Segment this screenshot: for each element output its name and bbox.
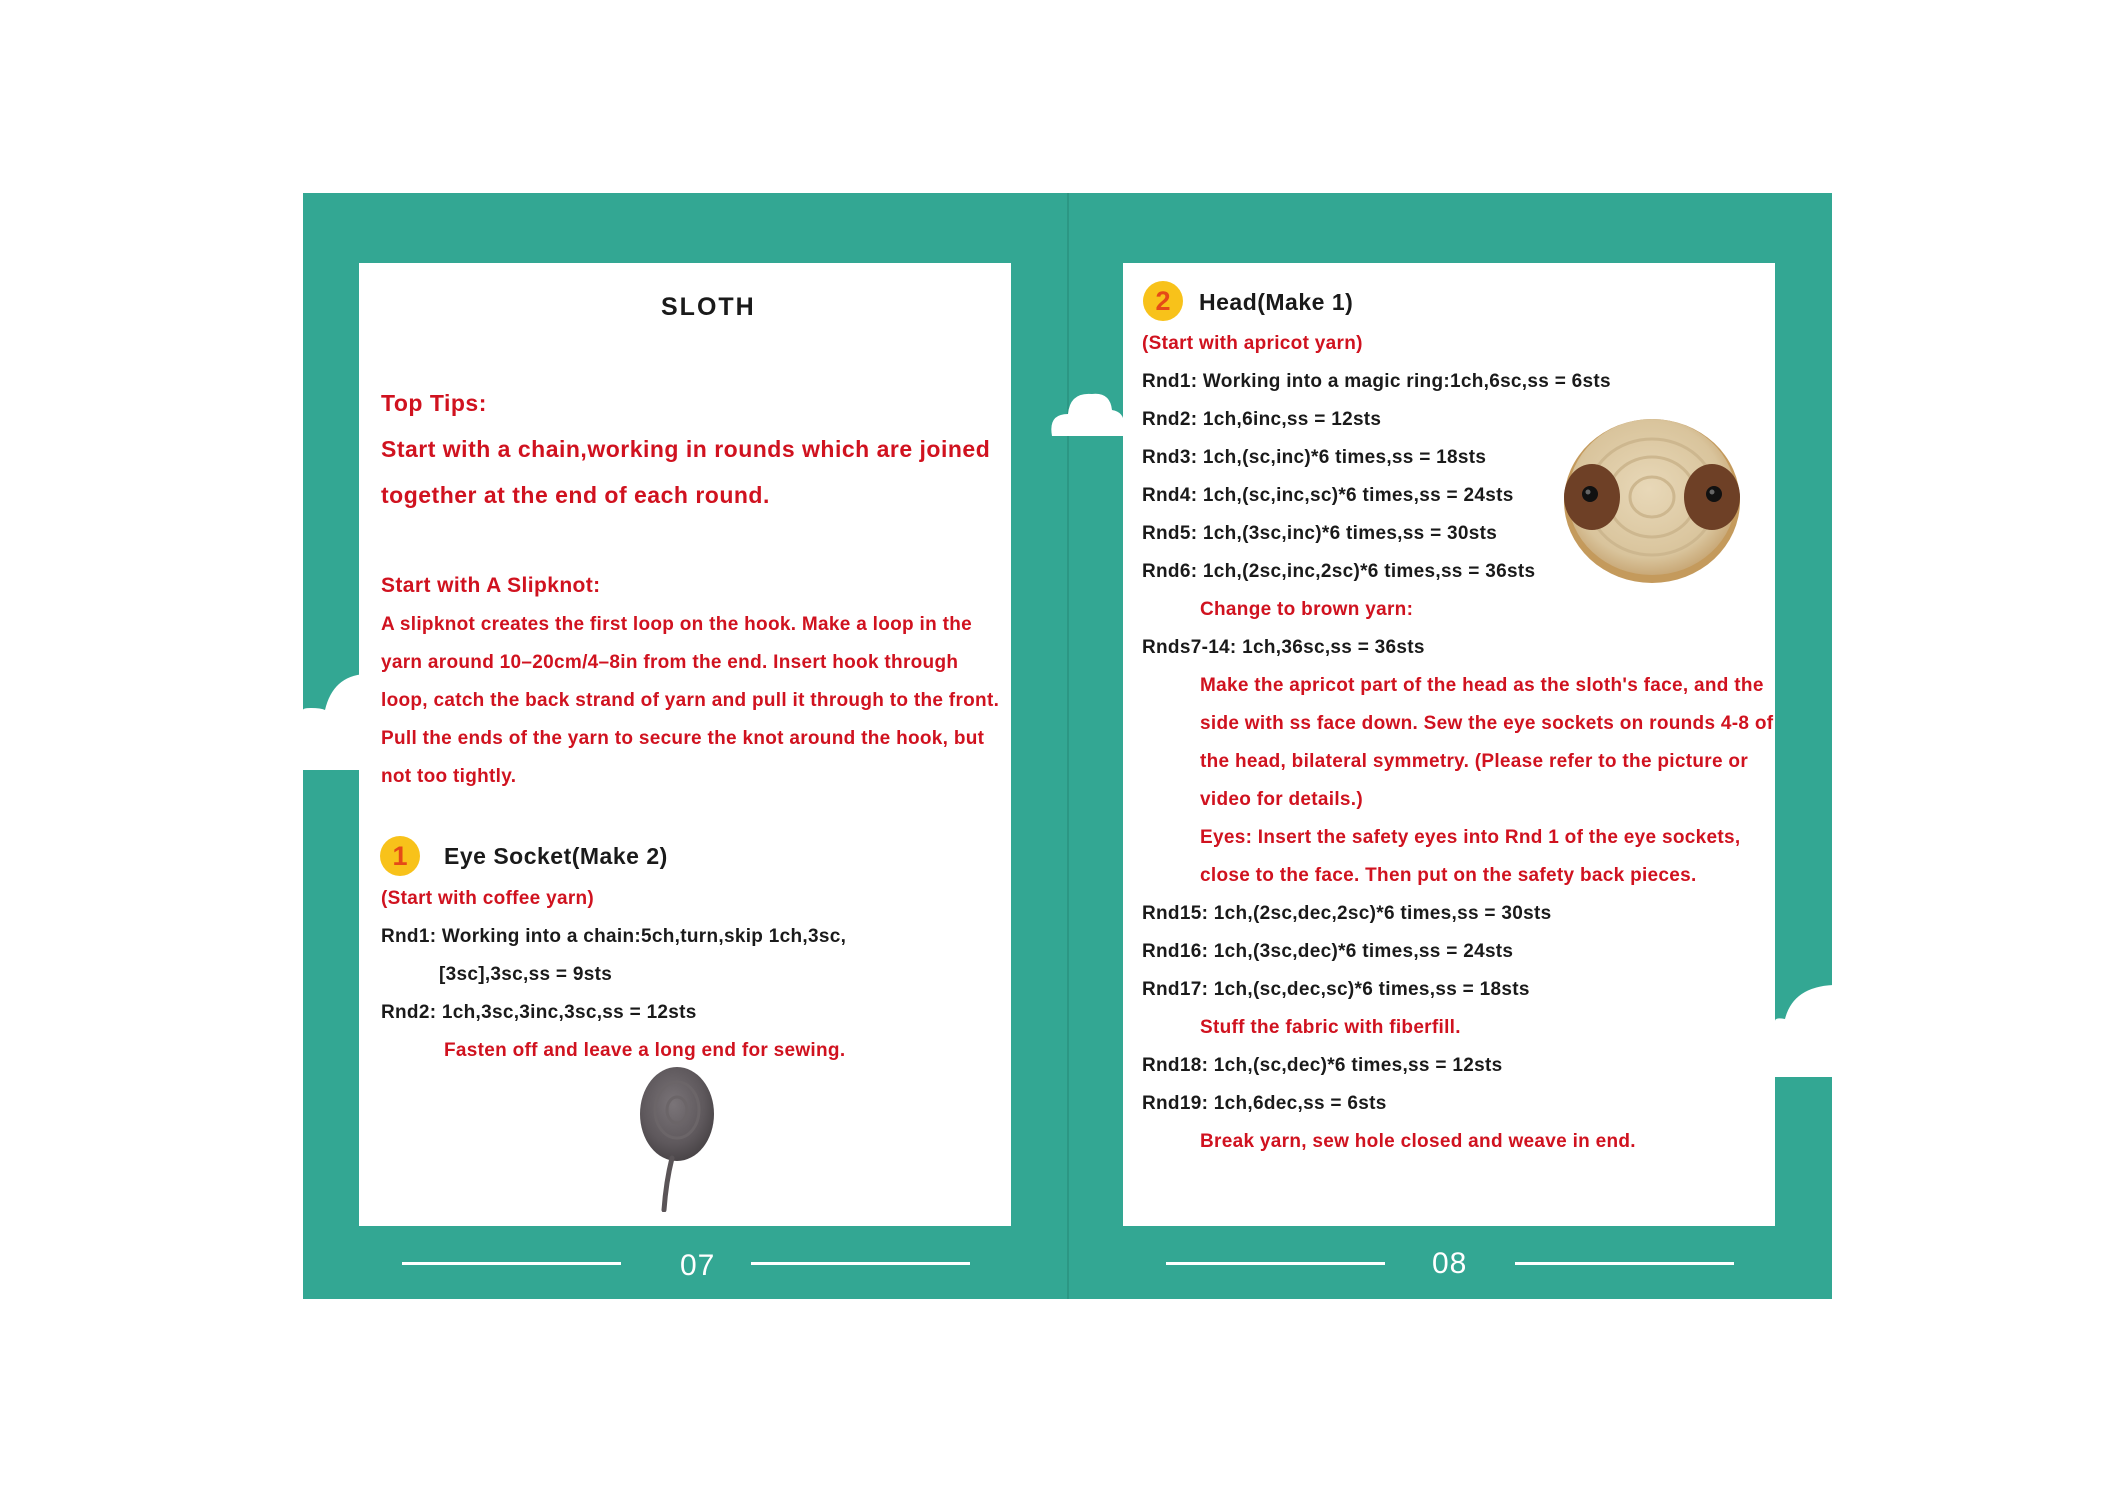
right-page-card [1123, 263, 1775, 1226]
top-tips-text: together at the end of each round. [381, 482, 770, 508]
round-instruction: Rnd18: 1ch,(sc,dec)*6 times,ss = 12sts [1142, 1055, 1503, 1076]
top-tips-label: Top Tips: [381, 390, 487, 416]
change-yarn-note: Change to brown yarn: [1200, 599, 1414, 620]
footer-rule [1166, 1262, 1385, 1265]
start-yarn-note: (Start with apricot yarn) [1142, 333, 1363, 354]
round-instruction: Rnd4: 1ch,(sc,inc,sc)*6 times,ss = 24sts [1142, 485, 1514, 506]
sloth-head-image [1558, 413, 1746, 585]
step-heading: Head(Make 1) [1199, 289, 1354, 315]
cloud-spine-icon [1050, 388, 1124, 438]
slipknot-text: A slipknot creates the first loop on the hook. Make a loop in the [381, 614, 972, 635]
footer-rule [1515, 1262, 1734, 1265]
step-heading: Eye Socket(Make 2) [444, 843, 668, 869]
assembly-instruction: side with ss face down. Sew the eye sockets on rounds 4-8 of [1200, 713, 1774, 734]
page-title: SLOTH [661, 293, 756, 321]
round-instruction: Rnd3: 1ch,(sc,inc)*6 times,ss = 18sts [1142, 447, 1487, 468]
round-instruction: Rnd6: 1ch,(2sc,inc,2sc)*6 times,ss = 36sts [1142, 561, 1536, 582]
book-spine [1067, 193, 1069, 1299]
cloud-right-icon [1775, 985, 1833, 1077]
footer-rule [751, 1262, 970, 1265]
eyes-instruction: Eyes: Insert the safety eyes into Rnd 1 of the eye sockets, [1200, 827, 1741, 848]
round-instruction: Rnd1: Working into a chain:5ch,turn,skip 1ch,3sc, [381, 926, 847, 947]
eye-socket-image [636, 1062, 716, 1212]
finish-note: Fasten off and leave a long end for sewing. [444, 1040, 846, 1061]
slipknot-text: loop, catch the back strand of yarn and pull it through to the front. [381, 690, 1000, 711]
slipknot-text: yarn around 10–20cm/4–8in from the end. Insert hook through [381, 652, 959, 673]
round-instruction: [3sc],3sc,ss = 9sts [439, 964, 613, 985]
assembly-instruction: the head, bilateral symmetry. (Please refer to the picture or [1200, 751, 1749, 772]
page-number: 08 [1432, 1247, 1468, 1280]
round-instruction: Rnd16: 1ch,(3sc,dec)*6 times,ss = 24sts [1142, 941, 1514, 962]
round-instruction: Rnds7-14: 1ch,36sc,ss = 36sts [1142, 637, 1425, 658]
round-instruction: Rnd15: 1ch,(2sc,dec,2sc)*6 times,ss = 30sts [1142, 903, 1552, 924]
slipknot-heading: Start with A Slipknot: [381, 574, 601, 597]
assembly-instruction: Make the apricot part of the head as the sloth's face, and the [1200, 675, 1764, 696]
slipknot-text: Pull the ends of the yarn to secure the knot around the hook, but [381, 728, 985, 749]
assembly-instruction: video for details.) [1200, 789, 1364, 810]
stuff-note: Stuff the fabric with fiberfill. [1200, 1017, 1461, 1038]
cloud-left-icon [303, 672, 365, 772]
round-instruction: Rnd19: 1ch,6dec,ss = 6sts [1142, 1093, 1387, 1114]
footer-rule [402, 1262, 621, 1265]
round-instruction: Rnd1: Working into a magic ring:1ch,6sc,ss = 6sts [1142, 371, 1611, 392]
page-number: 07 [680, 1249, 716, 1282]
round-instruction: Rnd17: 1ch,(sc,dec,sc)*6 times,ss = 18sts [1142, 979, 1530, 1000]
step-number-badge: 1 [380, 836, 420, 876]
step-number-badge: 2 [1143, 281, 1183, 321]
round-instruction: Rnd2: 1ch,3sc,3inc,3sc,ss = 12sts [381, 1002, 697, 1023]
round-instruction: Rnd5: 1ch,(3sc,inc)*6 times,ss = 30sts [1142, 523, 1498, 544]
eyes-instruction: close to the face. Then put on the safety back pieces. [1200, 865, 1697, 886]
top-tips-text: Start with a chain,working in rounds which are joined [381, 436, 991, 462]
round-instruction: Rnd2: 1ch,6inc,ss = 12sts [1142, 409, 1382, 430]
slipknot-text: not too tightly. [381, 766, 517, 787]
start-yarn-note: (Start with coffee yarn) [381, 888, 595, 909]
end-note: Break yarn, sew hole closed and weave in end. [1200, 1131, 1636, 1152]
